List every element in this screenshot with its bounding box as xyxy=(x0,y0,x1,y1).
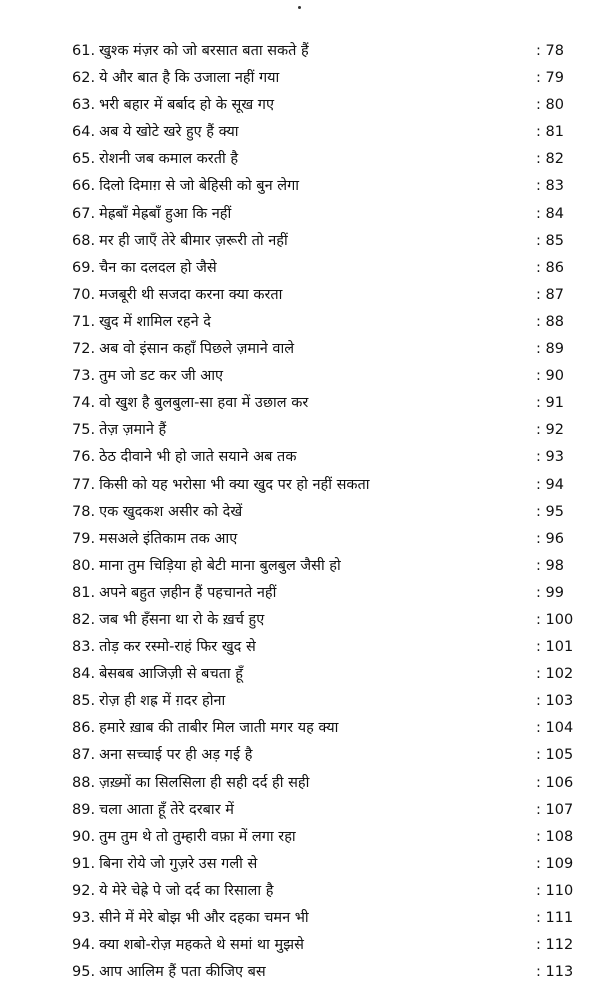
toc-entry xyxy=(72,417,572,444)
entry-title: ज़ख़्मों का सिलसिला ही सही दर्द ही सही xyxy=(99,774,310,791)
entry-number: 88. xyxy=(72,774,96,791)
entry-page: : 102 xyxy=(536,666,574,683)
toc-entry xyxy=(72,553,572,580)
entry-page: : 92 xyxy=(536,422,564,439)
toc-entry xyxy=(72,580,572,607)
entry-number: 75. xyxy=(72,422,96,439)
entry-title: ठेठ दीवाने भी हो जाते सयाने अब तक xyxy=(99,449,297,466)
entry-number: 85. xyxy=(72,693,96,710)
entry-page: : 108 xyxy=(536,828,574,845)
table-of-contents xyxy=(72,38,572,986)
entry-title: भरी बहार में बर्बाद हो के सूख गए xyxy=(99,97,274,114)
entry-page: : 101 xyxy=(536,639,574,656)
entry-title: तेज़ ज़माने हैं xyxy=(99,422,167,439)
entry-page: : 95 xyxy=(536,503,564,520)
entry-title: तुम जो डट कर जी आए xyxy=(99,368,224,385)
entry-number: 70. xyxy=(72,286,96,303)
entry-page: : 91 xyxy=(536,395,564,412)
toc-entry xyxy=(72,499,572,526)
toc-entry xyxy=(72,932,572,959)
entry-title: चला आता हूँ तेरे दरबार में xyxy=(99,801,234,818)
entry-title: खुश्क मंज़र को जो बरसात बता सकते हैं xyxy=(99,43,309,59)
toc-entry xyxy=(72,878,572,905)
toc-entry xyxy=(72,661,572,688)
entry-number: 93. xyxy=(72,910,96,926)
toc-entry xyxy=(72,959,572,986)
entry-number: 74. xyxy=(72,395,96,412)
entry-title: रोज़ ही शह्र में ग़दर होना xyxy=(99,693,226,710)
entry-number: 81. xyxy=(72,584,96,601)
entry-page: : 105 xyxy=(536,747,574,764)
entry-page: : 82 xyxy=(536,151,564,168)
entry-page: : 96 xyxy=(536,530,564,547)
entry-page: : 83 xyxy=(536,178,564,195)
entry-number: 71. xyxy=(72,313,96,330)
entry-page: : 99 xyxy=(536,584,564,601)
entry-number: 90. xyxy=(72,828,96,845)
entry-page: : 100 xyxy=(536,611,574,628)
entry-number: 69. xyxy=(72,259,96,276)
entry-number: 91. xyxy=(72,855,96,872)
entry-number: 65. xyxy=(72,151,96,168)
entry-title: ये और बात है कि उजाला नहीं गया xyxy=(99,70,280,87)
entry-number: 73. xyxy=(72,368,96,385)
entry-title: हमारे ख़ाब की ताबीर मिल जाती मगर यह क्या xyxy=(99,720,339,737)
entry-number: 64. xyxy=(72,124,96,141)
entry-number: 76. xyxy=(72,449,96,466)
entry-number: 82. xyxy=(72,611,96,628)
entry-number: 89. xyxy=(72,801,96,818)
entry-number: 86. xyxy=(72,720,96,737)
entry-title: क्या शबो-रोज़ महकते थे समां था मुझसे xyxy=(99,937,304,954)
entry-number: 92. xyxy=(72,882,96,899)
toc-entry xyxy=(72,309,572,336)
entry-page: : 98 xyxy=(536,557,564,574)
entry-number: 95. xyxy=(72,964,96,981)
entry-title: चैन का दलदल हो जैसे xyxy=(99,259,217,276)
entry-page: : 79 xyxy=(536,70,564,87)
entry-number: 79. xyxy=(72,530,96,547)
entry-number: 80. xyxy=(72,557,96,574)
entry-page: : 85 xyxy=(536,232,564,249)
toc-entry xyxy=(72,797,572,824)
entry-number: 62. xyxy=(72,70,96,87)
toc-entry xyxy=(72,851,572,878)
entry-title: अब वो इंसान कहाँ पिछले ज़माने वाले xyxy=(99,341,295,358)
toc-entry xyxy=(72,201,572,228)
entry-title: वो खुश है बुलबुला-सा हवा में उछाल कर xyxy=(99,395,309,412)
entry-number: 77. xyxy=(72,476,96,493)
entry-title: ये मेरे चेह्रे पे जो दर्द का रिसाला है xyxy=(99,882,274,899)
toc-entry xyxy=(72,472,572,499)
entry-page: : 110 xyxy=(536,882,574,899)
entry-title: मर ही जाएँ तेरे बीमार ज़रूरी तो नहीं xyxy=(99,232,288,249)
entry-title: बेसबब आजिज़ी से बचता हूँ xyxy=(99,666,243,683)
toc-entry xyxy=(72,38,572,65)
entry-title: मेह्रबाँ मेह्रबाँ हुआ कि नहीं xyxy=(99,205,232,222)
entry-page: : 111 xyxy=(536,910,574,926)
entry-title: माना तुम चिड़िया हो बेटी माना बुलबुल जैसी हो xyxy=(99,557,341,574)
entry-page: : 107 xyxy=(536,801,574,818)
entry-title: मसअले इंतिकाम तक आए xyxy=(99,530,238,547)
toc-entry xyxy=(72,742,572,769)
entry-page: : 84 xyxy=(536,205,564,222)
scan-speck xyxy=(298,6,301,9)
toc-entry xyxy=(72,715,572,742)
entry-title: बिना रोये जो गुज़रे उस गली से xyxy=(99,855,258,872)
entry-number: 63. xyxy=(72,97,96,114)
entry-page: : 81 xyxy=(536,124,564,141)
toc-entry xyxy=(72,905,572,932)
toc-entry xyxy=(72,634,572,661)
entry-page: : 86 xyxy=(536,259,564,276)
toc-entry xyxy=(72,390,572,417)
entry-page: : 88 xyxy=(536,313,564,330)
toc-entry xyxy=(72,444,572,471)
toc-entry xyxy=(72,228,572,255)
toc-entry xyxy=(72,65,572,92)
entry-number: 68. xyxy=(72,232,96,249)
toc-entry xyxy=(72,146,572,173)
entry-title: खुद में शामिल रहने दे xyxy=(99,313,211,330)
toc-entry xyxy=(72,282,572,309)
entry-title: तोड़ कर रस्मो-राहं फिर खुद से xyxy=(99,639,256,656)
entry-title: रोशनी जब कमाल करती है xyxy=(99,151,239,168)
entry-number: 66. xyxy=(72,178,96,195)
entry-title: सीने में मेरे बोझ भी और दहका चमन भी xyxy=(99,910,309,926)
entry-number: 72. xyxy=(72,341,96,358)
entry-page: : 94 xyxy=(536,476,564,493)
entry-page: : 103 xyxy=(536,693,574,710)
toc-entry xyxy=(72,688,572,715)
toc-entry xyxy=(72,526,572,553)
entry-page: : 106 xyxy=(536,774,574,791)
entry-number: 78. xyxy=(72,503,96,520)
toc-entry xyxy=(72,607,572,634)
entry-number: 67. xyxy=(72,205,96,222)
entry-page: : 90 xyxy=(536,368,564,385)
entry-page: : 87 xyxy=(536,286,564,303)
entry-page: : 113 xyxy=(536,964,574,981)
entry-title: तुम तुम थे तो तुम्हारी वफ़ा में लगा रहा xyxy=(99,828,296,845)
entry-title: किसी को यह भरोसा भी क्या खुद पर हो नहीं सकता xyxy=(99,476,370,493)
toc-entry xyxy=(72,173,572,200)
entry-number: 83. xyxy=(72,639,96,656)
toc-entry xyxy=(72,770,572,797)
entry-title: मजबूरी थी सजदा करना क्या करता xyxy=(99,286,283,303)
entry-title: अब ये खोटे खरे हुए हैं क्या xyxy=(99,124,239,141)
entry-title: दिलो दिमाग़ से जो बेहिसी को बुन लेगा xyxy=(99,178,299,195)
entry-page: : 89 xyxy=(536,341,564,358)
entry-page: : 112 xyxy=(536,937,574,954)
entry-number: 94. xyxy=(72,937,96,954)
toc-entry xyxy=(72,824,572,851)
entry-page: : 104 xyxy=(536,720,574,737)
toc-entry xyxy=(72,363,572,390)
toc-entry xyxy=(72,255,572,282)
entry-page: : 109 xyxy=(536,855,574,872)
entry-title: जब भी हँसना था रो के ख़र्च हुए xyxy=(99,611,265,628)
entry-number: 61. xyxy=(72,43,96,59)
entry-number: 87. xyxy=(72,747,96,764)
entry-page: : 93 xyxy=(536,449,564,466)
toc-entry xyxy=(72,92,572,119)
entry-title: आप आलिम हैं पता कीजिए बस xyxy=(99,964,266,981)
toc-entry xyxy=(72,119,572,146)
toc-entry xyxy=(72,336,572,363)
entry-number: 84. xyxy=(72,666,96,683)
entry-title: अपने बहुत ज़हीन हैं पहचानते नहीं xyxy=(99,584,277,601)
entry-title: एक खुदकश असीर को देखें xyxy=(99,503,243,520)
entry-title: अना सच्चाई पर ही अड़ गई है xyxy=(99,747,253,764)
entry-page: : 80 xyxy=(536,97,564,114)
entry-page: : 78 xyxy=(536,43,564,59)
